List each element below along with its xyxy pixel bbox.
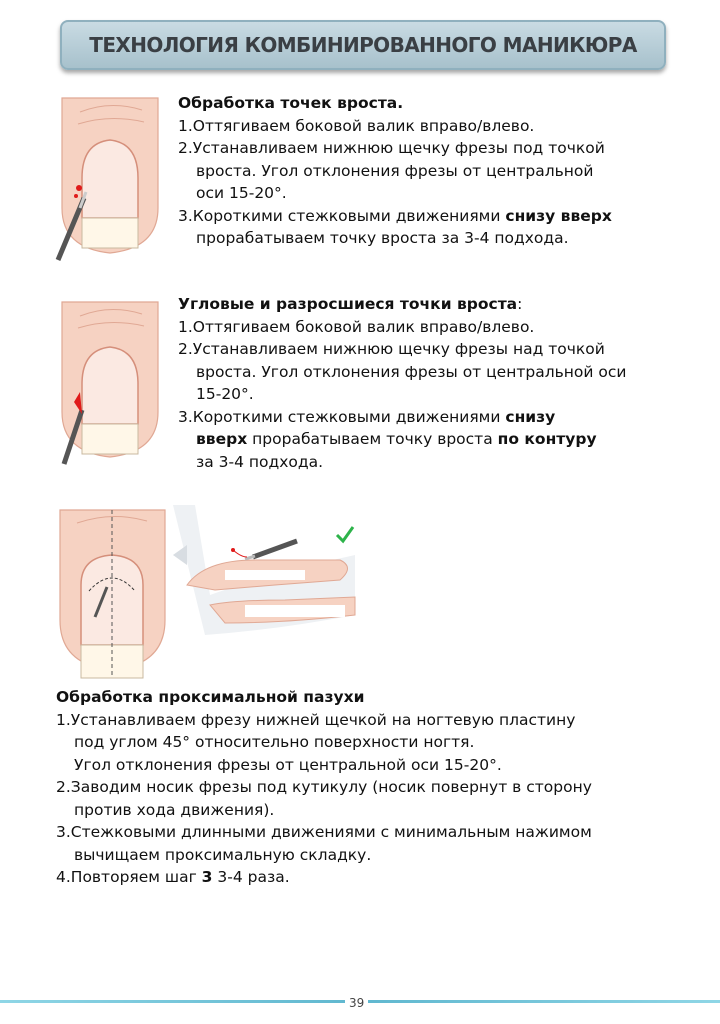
finger-illustration-1 — [50, 88, 170, 268]
section3-line8 — [56, 866, 592, 889]
section2-line5-bold: снизу — [505, 407, 556, 426]
section-ingrowth-points — [178, 92, 612, 250]
section3-line7: вычищаем проксимальную складку. — [74, 845, 372, 864]
page-title: ТЕХНОЛОГИЯ КОМБИНИРОВАННОГО МАНИКЮРА — [89, 33, 637, 57]
section1-line4: оси 15-20°. — [196, 184, 287, 202]
page-number: 39 — [345, 996, 368, 1010]
section2-line4: 15-20°. — [196, 385, 254, 403]
section-corner-points — [178, 293, 626, 473]
section2-heading-text: Угловые и разросшиеся точки вроста — [178, 295, 518, 313]
section2-line5 — [178, 406, 626, 429]
section2-line6-bold1: вверх — [196, 430, 248, 448]
section3-line3: Угол отклонения фрезы от центральной оси 15-20°. — [74, 755, 502, 774]
section1-line5-bold: снизу вверх — [505, 206, 612, 225]
section2-line3: вроста. Угол отклонения фрезы от центральной оси — [196, 362, 627, 381]
section1-line5-text: 3.Короткими стежковыми движениями — [178, 206, 506, 225]
section3-line1: 1.Устанавливаем фрезу нижней щечкой на ногтевую пластину — [56, 710, 576, 729]
section2-line6-bold2: по контуру — [497, 430, 597, 448]
section2-line6 — [178, 428, 626, 451]
finger-illustration-2 — [50, 292, 170, 472]
section1-line2: 2.Устанавливаем нижнюю щечку фрезы под точкой — [178, 139, 605, 157]
section1-line3: вроста. Угол отклонения фрезы от центральной — [196, 161, 594, 180]
section-proximal-fold — [56, 686, 592, 889]
section1-heading: Обработка точек вроста. — [178, 94, 404, 112]
section1-line1: 1.Оттягиваем боковой валик вправо/влево. — [178, 116, 535, 135]
section1-line6: прорабатываем точку вроста за 3-4 подхода. — [196, 229, 569, 247]
section2-line5-text: 3.Короткими стежковыми движениями — [178, 407, 506, 426]
section2-heading — [178, 293, 626, 316]
section2-line1: 1.Оттягиваем боковой валик вправо/влево. — [178, 317, 535, 336]
section3-line8-tail: 3-4 раза. — [212, 868, 290, 886]
section3-heading: Обработка проксимальной пазухи — [56, 688, 365, 706]
title-banner — [60, 20, 666, 70]
section3-line8-bold: 3 — [201, 868, 213, 886]
section2-line7: за 3-4 подхода. — [196, 452, 324, 471]
section3-line5: против хода движения). — [74, 800, 275, 819]
section1-line5 — [178, 205, 612, 228]
section3-line6: 3.Стежковыми длинными движениями с минимальным нажимом — [56, 823, 592, 841]
section3-line8-text: 4.Повторяем шаг — [56, 868, 202, 886]
finger-illustration-side — [165, 505, 365, 655]
section3-line2: под углом 45° относительно поверхности ногтя. — [74, 733, 475, 751]
checkmark-icon — [337, 527, 353, 541]
finger-illustration-front — [55, 505, 170, 683]
section2-heading-colon: : — [517, 295, 523, 313]
section2-line6-text: прорабатываем точку вроста — [247, 430, 498, 448]
section3-line4: 2.Заводим носик фрезы под кутикулу (носик повернут в сторону — [56, 778, 592, 796]
section2-line2: 2.Устанавливаем нижнюю щечку фрезы над точкой — [178, 340, 605, 358]
